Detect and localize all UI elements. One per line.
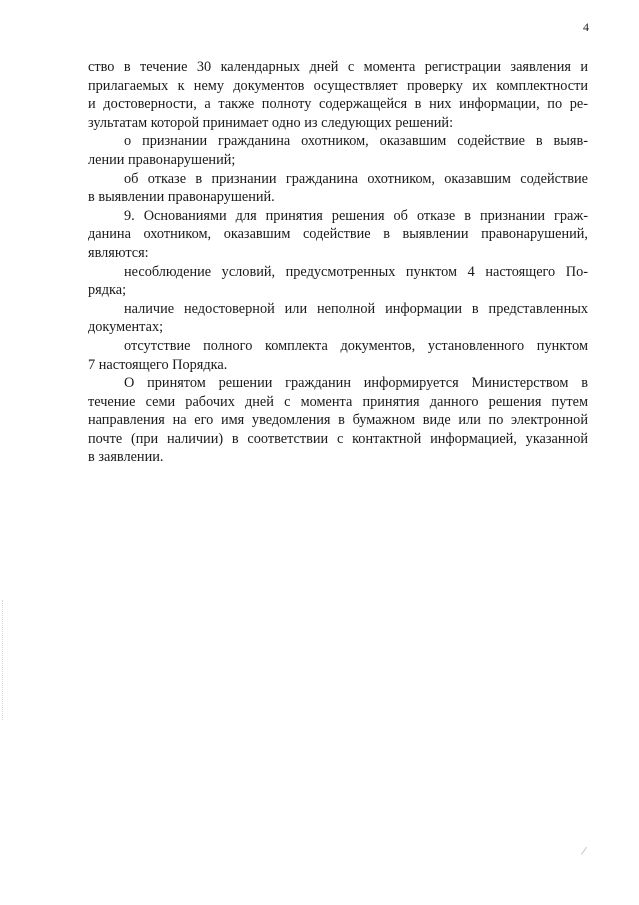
- text-line: являются:: [88, 244, 149, 261]
- text-line: ство в течение 30 календарных дней с момента регистрации заявления и: [88, 59, 588, 75]
- text-line: лении правонарушений;: [88, 151, 236, 168]
- text-line: несоблюдение условий, предусмотренных пунктом 4 настоящего По-: [124, 263, 588, 280]
- page-number: 4: [583, 20, 589, 34]
- text-line: почте (при наличии) в соответствии с контактной информацией, указанной: [88, 430, 588, 447]
- scan-artifact-mark: [581, 847, 592, 858]
- text-line: отсутствие полного комплекта документов, установленного пунктом: [124, 337, 588, 354]
- text-line: зультатам которой принимает одно из следующих решений:: [88, 114, 454, 131]
- text-line: об отказе в признании гражданина охотником, оказавшим содействие: [124, 170, 588, 187]
- text-line: данина охотником, оказавшим содействие в выявлении правонарушений,: [88, 226, 588, 243]
- text-line: документах;: [88, 319, 164, 336]
- text-line: о признании гражданина охотником, оказавшим содействие в выяв-: [124, 133, 588, 150]
- scan-edge-artifact: [2, 600, 4, 720]
- text-line: направления на его имя уведомления в бумажном виде или по электронной: [88, 412, 588, 429]
- text-line: течение семи рабочих дней с момента принятия данного решения путем: [88, 393, 588, 410]
- document-body: [88, 58, 588, 467]
- text-line: рядка;: [88, 282, 127, 299]
- text-line: О принятом решении гражданин информируется Министерством в: [124, 375, 588, 392]
- text-line: и достоверности, а также полноту содержащейся в них информации, по ре-: [88, 96, 588, 113]
- text-line: в заявлении.: [88, 449, 164, 466]
- text-line: наличие недостоверной или неполной информации в представленных: [124, 300, 588, 317]
- text-line: прилагаемых к нему документов осуществляет проверку их комплектности: [88, 77, 588, 94]
- text-line: 9. Основаниями для принятия решения об отказе в признании граж-: [124, 207, 588, 224]
- text-line: в выявлении правонарушений.: [88, 189, 275, 206]
- text-line: 7 настоящего Порядка.: [88, 356, 228, 373]
